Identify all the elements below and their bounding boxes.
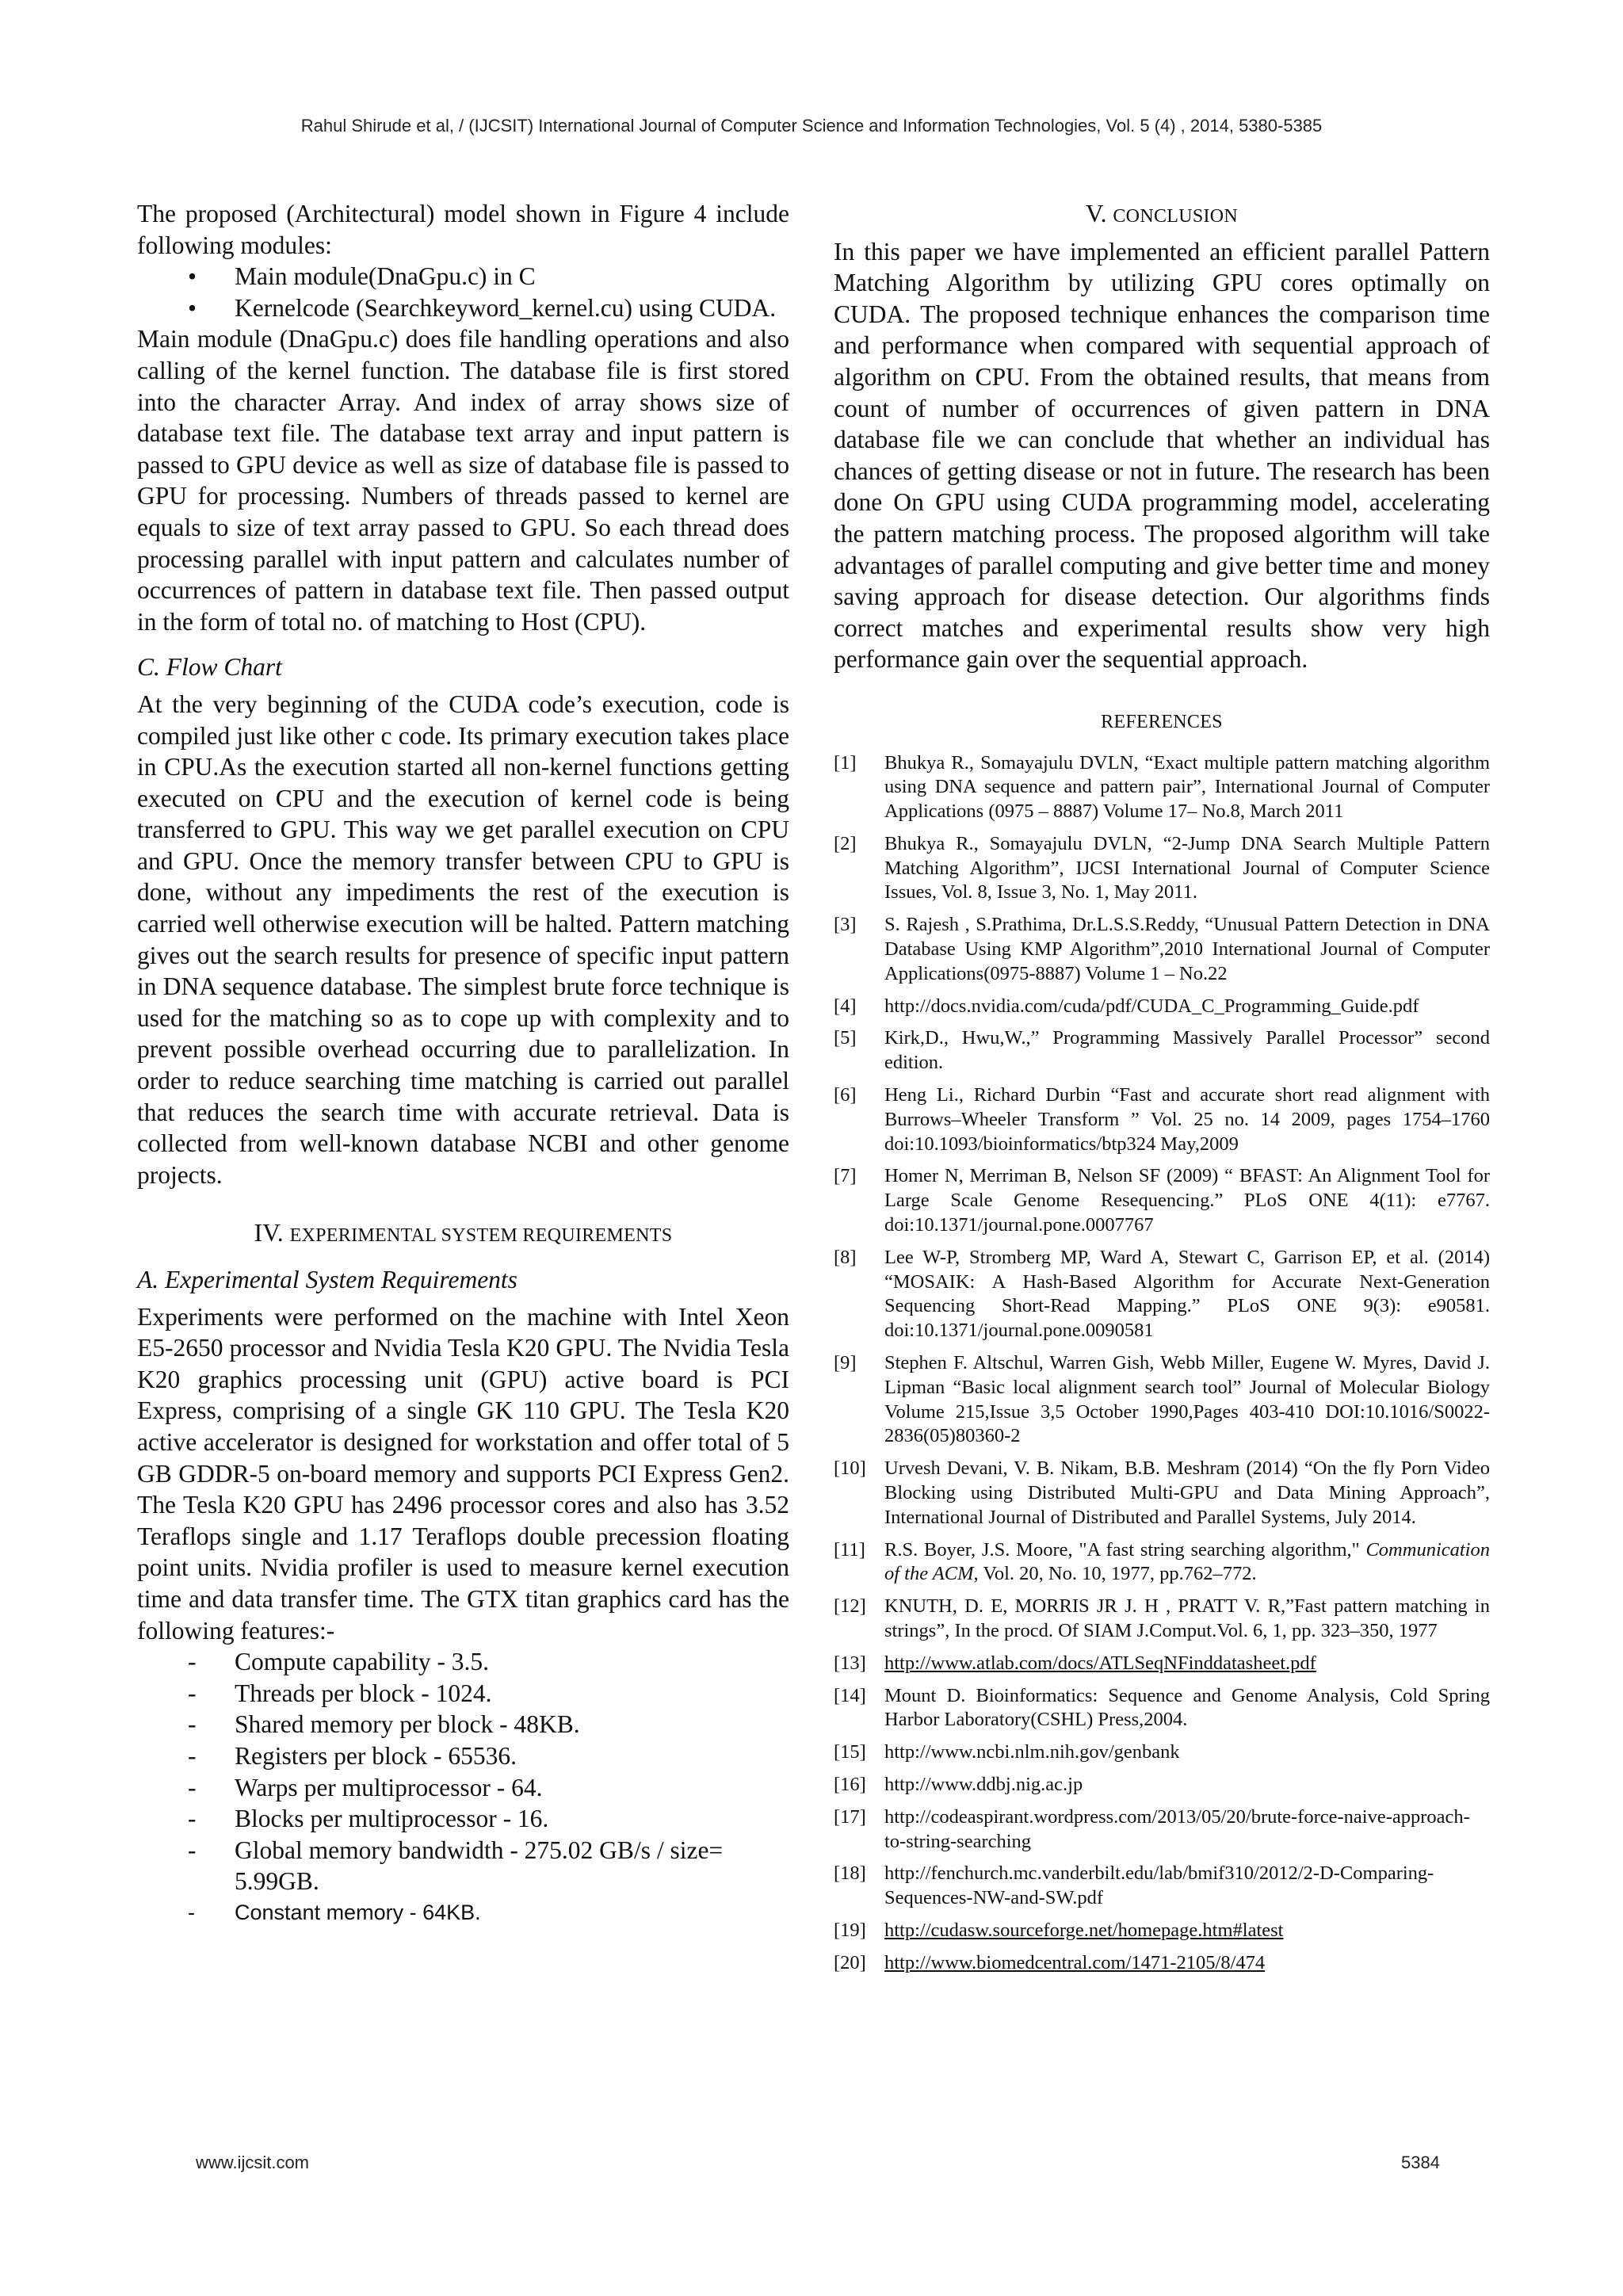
reference-text: http://codeaspirant.wordpress.com/2013/05/20/brute-force-naive-approach-to-string-searching <box>884 1805 1470 1852</box>
reference-text: KNUTH, D. E, MORRIS JR J. H , PRATT V. R,”Fast pattern matching in strings”, In the procd. Of SIAM J.Comput.Vol. 6, 1, pp. 323–350, 1977 <box>884 1595 1490 1641</box>
reference-text: S. Rajesh , S.Prathima, Dr.L.S.S.Reddy, “Unusual Pattern Detection in DNA Database Using KMP Algorithm”,2010 International Journal of Computer Applications(0975-8887) Volume 1 – No.22 <box>884 914 1490 984</box>
reference-item <box>834 832 1490 905</box>
references-heading: REFERENCES <box>1101 711 1223 732</box>
reference-number: [1] <box>834 751 857 774</box>
reference-text: Urvesh Devani, V. B. Nikam, B.B. Meshram (2014) “On the fly Porn Video Blocking using Distributed Multi-GPU and Data Mining Approach”, International Journal of Distributed and Parallel Systems, July 2014. <box>884 1457 1490 1528</box>
reference-item <box>834 913 1490 986</box>
reference-number: [10] <box>834 1457 866 1480</box>
reference-link[interactable]: http://cudasw.sourceforge.net/homepage.htm#latest <box>884 1919 1284 1941</box>
feature-item: - Compute capability - 3.5. <box>137 1646 789 1678</box>
reference-item <box>834 1351 1490 1449</box>
reference-text-part: , Vol. 20, No. 10, 1977, pp.762–772. <box>973 1563 1257 1585</box>
reference-number: [20] <box>834 1951 866 1973</box>
feature-item: - Threads per block - 1024. <box>137 1678 789 1710</box>
footer-site: www.ijcsit.com <box>196 2153 310 2172</box>
reference-text: http://docs.nvidia.com/cuda/pdf/CUDA_C_Programming_Guide.pdf <box>884 995 1419 1017</box>
section-iv-title: EXPERIMENTAL SYSTEM REQUIREMENTS <box>289 1225 673 1247</box>
section-v-number: V. <box>1085 200 1113 227</box>
experiment-paragraph: Experiments were performed on the machine with Intel Xeon E5-2650 processor and Nvidia Tesla K20 GPU. The Nvidia Tesla K20 graphics processing unit (GPU) active board is PCI Express, comprising of a single GK 110 GPU. The Tesla K20 active accelerator is designed for workstation and offer total of 5 GB GDDR-5 on-board memory and supports PCI Express Gen2. The Tesla K20 GPU has 2496 processor cores and also has 3.52 Teraflops single and 1.17 Teraflops double precession floating point units. Nvidia profiler is used to measure kernel execution time and data transfer time. The GTX titan graphics card has the following features:- <box>137 1302 789 1645</box>
reference-text: Lee W-P, Stromberg MP, Ward A, Stewart C, Garrison EP, et al. (2014) “MOSAIK: A Hash-Based Algorithm for Accurate Next-Generation Sequencing Short-Read Mapping.” PLoS ONE 9(3): e90581. doi:10.1371/journal.pone.0090581 <box>884 1246 1490 1342</box>
section-iv-heading <box>137 1217 789 1252</box>
reference-item <box>834 1246 1490 1343</box>
reference-item <box>834 1026 1490 1075</box>
reference-text <box>884 1538 1490 1587</box>
flow-chart-heading: C. Flow Chart <box>137 653 282 682</box>
subsection-a-heading: A. Experimental System Requirements <box>137 1266 517 1293</box>
journal-name: Communication of the ACM <box>884 1538 1490 1585</box>
reference-number: [19] <box>834 1919 866 1941</box>
reference-text: Bhukya R., Somayajulu DVLN, “2-Jump DNA Search Multiple Pattern Matching Algorithm”, IJCSI International Journal of Computer Science Issues, Vol. 8, Issue 3, No. 1, May 2011. <box>884 832 1490 904</box>
reference-list <box>834 751 1490 1976</box>
reference-number: [17] <box>834 1805 866 1828</box>
reference-item <box>834 1083 1490 1156</box>
intro-paragraph: The proposed (Architectural) model shown in Figure 4 include following modules: <box>137 200 789 259</box>
feature-item: - Warps per multiprocessor - 64. <box>137 1772 789 1804</box>
running-header: Rahul Shirude et al, / (IJCSIT) International Journal of Computer Science and Information Technologies, Vol. 5 (4) , 2014, 5380-5385 <box>300 116 1323 136</box>
reference-number: [13] <box>834 1652 866 1674</box>
section-v-title: CONCLUSION <box>1113 206 1239 227</box>
reference-number: [12] <box>834 1595 866 1618</box>
reference-number: [4] <box>834 995 857 1017</box>
reference-item <box>834 751 1490 824</box>
reference-link[interactable]: http://www.atlab.com/docs/ATLSeqNFinddatasheet.pdf <box>884 1652 1316 1674</box>
section-iv-number: IV. <box>254 1219 290 1247</box>
feature-item: - Constant memory - 64KB. <box>137 1897 789 1929</box>
reference-item <box>834 995 1490 1019</box>
reference-item <box>834 1164 1490 1237</box>
section-v-heading <box>834 198 1490 233</box>
reference-item <box>834 1951 1490 1976</box>
reference-number: [15] <box>834 1741 866 1763</box>
feature-item: - Shared memory per block - 48KB. <box>137 1709 789 1740</box>
reference-number: [2] <box>834 832 857 854</box>
reference-item <box>834 1773 1490 1797</box>
feature-item: - Registers per block - 65536. <box>137 1740 789 1772</box>
right-column <box>834 198 1490 1984</box>
main-module-paragraph: Main module (DnaGpu.c) does file handling operations and also calling of the kernel function. The database file is first stored into the character Array. And index of array shows size of database text file. The database text array and input pattern is passed to GPU device as well as size of database file is passed to GPU for processing. Numbers of threads passed to kernel are equals to size of text array passed to GPU. So each thread does processing parallel with input pattern and calculates number of occurrences of pattern in database text file. Then passed output in the form of total no. of matching to Host (CPU). <box>137 325 789 636</box>
reference-text: Bhukya R., Somayajulu DVLN, “Exact multiple pattern matching algorithm using DNA sequence and pattern pair”, International Journal of Computer Applications (0975 – 8887) Volume 17– No.8, March 2011 <box>884 751 1490 823</box>
feature-item: - Global memory bandwidth - 275.02 GB/s / size= 5.99GB. <box>137 1835 789 1897</box>
reference-number: [11] <box>834 1538 865 1561</box>
module-item: • Main module(DnaGpu.c) in C <box>137 261 789 292</box>
reference-link[interactable]: http://www.biomedcentral.com/1471-2105/8/474 <box>884 1951 1266 1973</box>
reference-text: Mount D. Bioinformatics: Sequence and Genome Analysis, Cold Spring Harbor Laboratory(CSHL) Press,2004. <box>884 1684 1490 1731</box>
reference-item <box>834 1919 1490 1943</box>
reference-number: [14] <box>834 1684 866 1706</box>
reference-item <box>834 1684 1490 1733</box>
reference-number: [9] <box>834 1352 857 1374</box>
reference-item <box>834 1740 1490 1765</box>
conclusion-paragraph: In this paper we have implemented an efficient parallel Pattern Matching Algorithm by utilizing GPU cores optimally on CUDA. The proposed technique enhances the comparison time and performance when compared with sequential approach of algorithm on CPU. From the obtained results, that means from count of number of occurrences of given pattern in DNA database file we can conclude that whether an individual has chances of getting disease or not in future. The research has been done On GPU using CUDA programming model, accelerating the pattern matching process. The proposed algorithm will take advantages of parallel computing and give better time and money saving approach for disease detection. Our algorithms finds correct matches and experimental results show very high performance gain over the sequential approach. <box>834 237 1490 674</box>
module-list <box>137 261 789 323</box>
reference-text: Homer N, Merriman B, Nelson SF (2009) “ BFAST: An Alignment Tool for Large Scale Genome Resequencing.” PLoS ONE 4(11): e7767. doi:10.1371/journal.pone.0007767 <box>884 1165 1490 1236</box>
reference-item <box>834 1457 1490 1530</box>
reference-number: [8] <box>834 1246 857 1268</box>
reference-item <box>834 1595 1490 1644</box>
flow-chart-paragraph: At the very beginning of the CUDA code’s execution, code is compiled just like other c code. Its primary execution takes place in CPU.As the execution started all non-kernel functions getting executed on CPU and the execution of kernel code is being transferred to GPU. This way we get parallel execution on CPU and GPU. Once the memory transfer between CPU to GPU is done, without any impediments the rest of the execution is carried well otherwise execution will be halted. Pattern matching gives out the search results for presence of specific input pattern in DNA sequence database. The simplest brute force technique is used for the matching so as to cope up with complexity and to prevent possible overhead occurring due to parallelization. In order to reduce searching time matching is carried out parallel that reduces the search time with accurate retrieval. Data is collected from well-known database NCBI and other genome projects. <box>137 690 789 1189</box>
reference-number: [18] <box>834 1862 866 1885</box>
reference-item <box>834 1862 1490 1911</box>
reference-number: [5] <box>834 1027 857 1049</box>
reference-number: [16] <box>834 1773 866 1795</box>
module-item: • Kernelcode (Searchkeyword_kernel.cu) using CUDA. <box>137 292 789 324</box>
reference-number: [7] <box>834 1165 857 1187</box>
reference-text: Stephen F. Altschul, Warren Gish, Webb Miller, Eugene W. Myres, David J. Lipman “Basic local alignment search tool” Journal of Molecular Biology Volume 215,Issue 3,5 October 1990,Pages 403-410 DOI:10.1016/S0022-2836(05)80360-2 <box>884 1352 1490 1447</box>
reference-text-part: R.S. Boyer, J.S. Moore, "A fast string searching algorithm," <box>884 1538 1366 1561</box>
reference-number: [6] <box>834 1084 857 1106</box>
reference-text: http://www.ncbi.nlm.nih.gov/genbank <box>884 1741 1180 1763</box>
reference-item <box>834 1652 1490 1676</box>
reference-item <box>834 1805 1490 1855</box>
reference-number: [3] <box>834 914 857 936</box>
reference-text: http://www.ddbj.nig.ac.jp <box>884 1773 1083 1795</box>
reference-text: http://fenchurch.mc.vanderbilt.edu/lab/bmif310/2012/2-D-Comparing-Sequences-NW-and-SW.pdf <box>884 1862 1434 1909</box>
page-number: 5384 <box>1401 2153 1440 2172</box>
reference-text: Kirk,D., Hwu,W.,” Programming Massively Parallel Processor” second edition. <box>884 1027 1490 1074</box>
gpu-feature-list <box>137 1646 789 1928</box>
feature-item: - Blocks per multiprocessor - 16. <box>137 1803 789 1835</box>
reference-text: Heng Li., Richard Durbin “Fast and accurate short read alignment with Burrows–Wheeler Transform ” Vol. 25 no. 14 2009, pages 1754–1760 doi:10.1093/bioinformatics/btp324 May,2009 <box>884 1084 1490 1155</box>
reference-item <box>834 1538 1490 1587</box>
left-column <box>137 198 789 1928</box>
